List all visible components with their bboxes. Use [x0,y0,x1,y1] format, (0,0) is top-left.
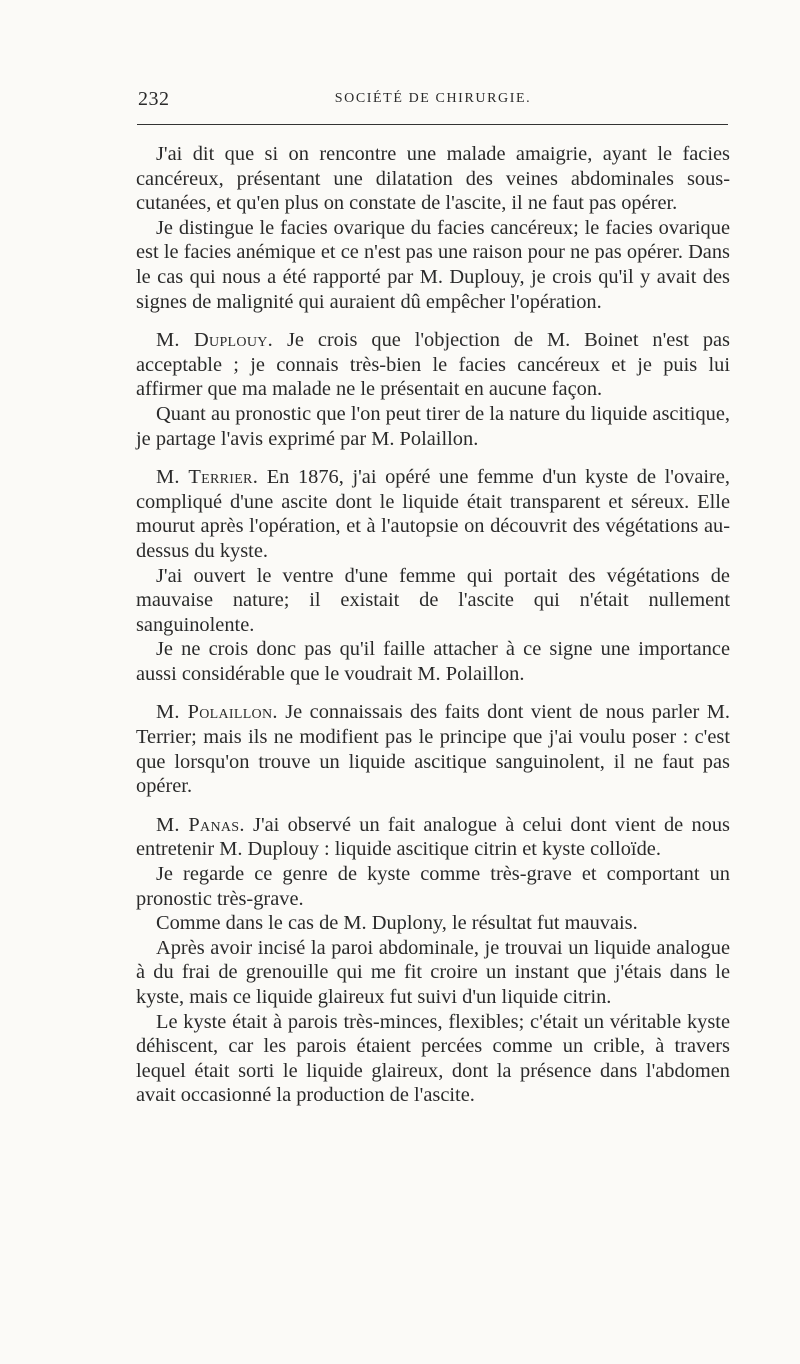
speech-text: En 1876, j'ai opéré une femme d'un kyste de l'ovaire, compliqué d'une ascite dont le liquide était transparent et séreux. Elle mourut après l'opération, et à l'autopsie on découvrit des végétations au-dessus du kyste. [136,466,730,562]
header-rule [137,124,728,125]
paragraph: J'ai dit que si on rencontre une malade amaigrie, ayant le facies cancéreux, présentant une dilatation des veines abdominales sous-cutanées, et qu'en plus on constate de l'ascite, il ne faut pas opérer. [136,143,730,215]
body-text [136,142,730,1108]
paragraph-terrier [136,465,730,563]
paragraph: Comme dans le cas de M. Duplony, le résultat fut mauvais. [156,912,638,935]
page-number: 232 [138,88,170,110]
paragraph: Après avoir incisé la paroi abdominale, je trouvai un liquide analogue à du frai de grenouille qui me fit croire un instant que j'étais dans le kyste, mais ce liquide glaireux fut suivi d'un liquide citrin. [136,936,730,1008]
speaker-duplouy: M. Duplouy. [156,329,274,352]
paragraph-polaillon [136,700,730,798]
page-header [138,88,728,114]
speaker-polaillon: M. Polaillon. [156,701,278,724]
paragraph: J'ai ouvert le ventre d'une femme qui portait des végétations de mauvaise nature; il existait de l'ascite qui n'était nullement sanguinolente. [136,564,730,636]
paragraph: Je distingue le facies ovarique du facies cancéreux; le facies ovarique est le facies anémique et ce n'est pas une raison pour ne pas opérer. Dans le cas qui nous a été rapporté par M. Duplouy, je crois qu'il y avait des signes de malignité qui auraient dû empêcher l'opération. [136,216,730,313]
paragraph: Je ne crois donc pas qu'il faille attacher à ce signe une importance aussi considérable que le voudrait M. Polaillon. [136,638,730,685]
speech-text: Je crois que l'objection de M. Boinet n'est pas acceptable ; je connais très-bien le facies cancéreux et je puis lui affirmer que ma malade ne le présentait en aucune façon. [136,329,730,401]
paragraph: Je regarde ce genre de kyste comme très-grave et comportant un pronostic très-grave. [136,863,730,910]
speech-text: J'ai observé un fait analogue à celui dont vient de nous entretenir M. Duplouy : liquide ascitique citrin et kyste colloïde. [136,813,730,861]
paragraph-duplouy [136,328,730,402]
running-head: SOCIÉTÉ DE CHIRURGIE. [334,91,532,106]
paragraph: Quant au pronostic que l'on peut tirer de la nature du liquide ascitique, je partage l'avis exprimé par M. Polaillon. [136,402,730,450]
speaker-panas: M. Panas. [156,813,245,836]
speaker-terrier: M. Terrier. [156,466,259,489]
speech-text: Je connaissais des faits dont vient de nous parler M. Terrier; mais ils ne modifient pas le principe que j'ai voulu poser : c'est que lorsqu'on trouve un liquide ascitique sanguinolent, il ne faut pas opérer. [136,701,730,798]
paragraph: Le kyste était à parois très-minces, flexibles; c'était un véritable kyste déhiscent, car les parois étaient percées comme un crible, à travers lequel était sorti le liquide glaireux, dont la présence dans l'abdomen avait occasionné la production de l'ascite. [136,1010,730,1107]
paragraph-panas [136,813,730,862]
